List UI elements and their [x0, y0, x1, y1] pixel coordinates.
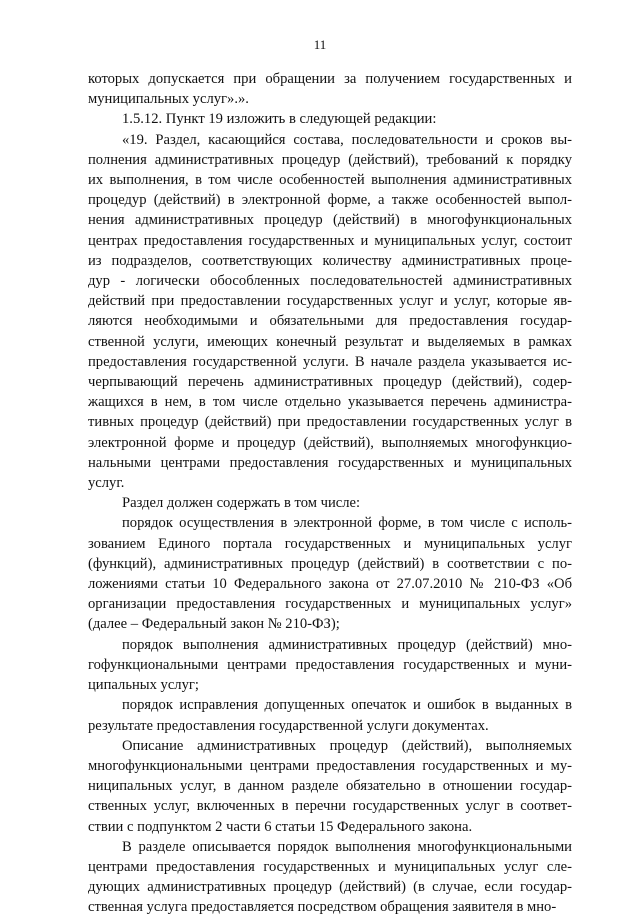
paragraph-p6 — [88, 635, 572, 696]
paragraph-p8 — [88, 736, 572, 837]
text-line: ляются необходимыми и обязательными для предоставления государ- — [88, 313, 572, 330]
text-line: Описание административных процедур (действий), выполняемых — [122, 737, 572, 754]
paragraph-p4 — [88, 493, 572, 513]
text-line: (далее – Федеральный закон № 210-ФЗ); — [88, 616, 340, 633]
text-line: 1.5.12. Пункт 19 изложить в следующей редакции: — [122, 111, 437, 128]
text-line: центрах предоставления государственных и муниципальных услуг, состоит — [88, 232, 572, 249]
text-line: порядок осуществления в электронной форме, в том числе с исполь- — [122, 515, 572, 532]
text-line: дующих административных процедур (действий) (в случае, если государ- — [88, 879, 572, 896]
text-line: (функций), административных процедур (действий) в соответствии с по- — [88, 555, 572, 572]
text-line: нения административных процедур (действий) в многофункциональных — [88, 212, 572, 229]
text-line: предоставления государственной услуги. В начале раздела указывается ис- — [88, 353, 572, 370]
page-number: 11 — [313, 37, 327, 52]
text-line: процедур (действий) в электронной форме, а также особенностей выпол- — [88, 192, 572, 209]
paragraph-p7 — [88, 695, 572, 735]
text-line: услуг. — [88, 475, 125, 492]
text-line: В разделе описывается порядок выполнения многофункциональными — [122, 838, 572, 855]
text-line: из подразделов, соответствующих количеству административных проце- — [88, 252, 572, 269]
paragraph-p2 — [88, 109, 572, 129]
text-line: ствии с подпунктом 2 части 6 статьи 15 Федерального закона. — [88, 818, 473, 835]
text-line: полнения административных процедур (действий), требований к порядку — [88, 151, 572, 168]
text-line: порядок выполнения административных процедур (действий) мно- — [122, 636, 572, 653]
text-line: ципальных услуг; — [88, 677, 199, 694]
text-line: ственной услуги, имеющих конечный результат и выделяемых в рамках — [88, 333, 572, 350]
text-line: тивных процедур (действий) при предоставлении государственных услуг в — [88, 414, 572, 431]
text-line: организации предоставления государственных и муниципальных услуг» — [88, 596, 572, 613]
text-line: черпывающий перечень административных процедур (действий), содер- — [88, 374, 572, 391]
text-line: действий при предоставлении государственных услуг и услуг, которые яв- — [88, 293, 572, 310]
text-line: результате предоставления государственной услуги документах. — [88, 717, 489, 734]
text-line: жащихся в нем, в том числе отдельно указывается перечень администра- — [88, 394, 572, 411]
text-line: дур - логически обособленных последовательностей административных — [88, 273, 572, 290]
text-line: порядок исправления допущенных опечаток и ошибок в выданных в — [122, 697, 572, 714]
text-line: многофункциональными центрами предоставления государственных и му- — [88, 757, 572, 774]
text-line: зованием Единого портала государственных и муниципальных услуг — [88, 535, 572, 552]
paragraph-p1 — [88, 69, 572, 109]
text-line: гофункциональными центрами предоставления государственных и муни- — [88, 656, 572, 673]
text-line: ложениями статьи 10 Федерального закона от 27.07.2010 № 210-ФЗ «Об — [88, 576, 572, 593]
text-line: центрами предоставления государственных и муниципальных услуг сле- — [88, 858, 572, 875]
text-line: ниципальных услуг, в данном разделе обязательно в отношении государ- — [88, 778, 572, 795]
text-line: ственных услуг, включенных в перечни государственных услуг в соответ- — [88, 798, 572, 815]
text-line: муниципальных услуг».». — [88, 91, 249, 108]
paragraph-p9 — [88, 837, 572, 918]
text-line: электронной форме и процедур (действий), выполняемых многофункцио- — [88, 434, 572, 451]
paragraph-p3 — [88, 130, 572, 494]
text-line: их выполнения, в том числе особенностей выполнения административных — [88, 172, 572, 189]
text-line: которых допускается при обращении за получением государственных и — [88, 71, 572, 87]
text-line: «19. Раздел, касающийся состава, последовательности и сроков вы- — [122, 131, 572, 148]
paragraph-p5 — [88, 513, 572, 634]
text-line: Раздел должен содержать в том числе: — [122, 495, 361, 512]
text-line: нальными центрами предоставления государственных и муниципальных — [88, 454, 572, 471]
document-body — [88, 69, 572, 918]
text-line: ственная услуга предоставляется посредством обращения заявителя в мно- — [88, 899, 557, 916]
